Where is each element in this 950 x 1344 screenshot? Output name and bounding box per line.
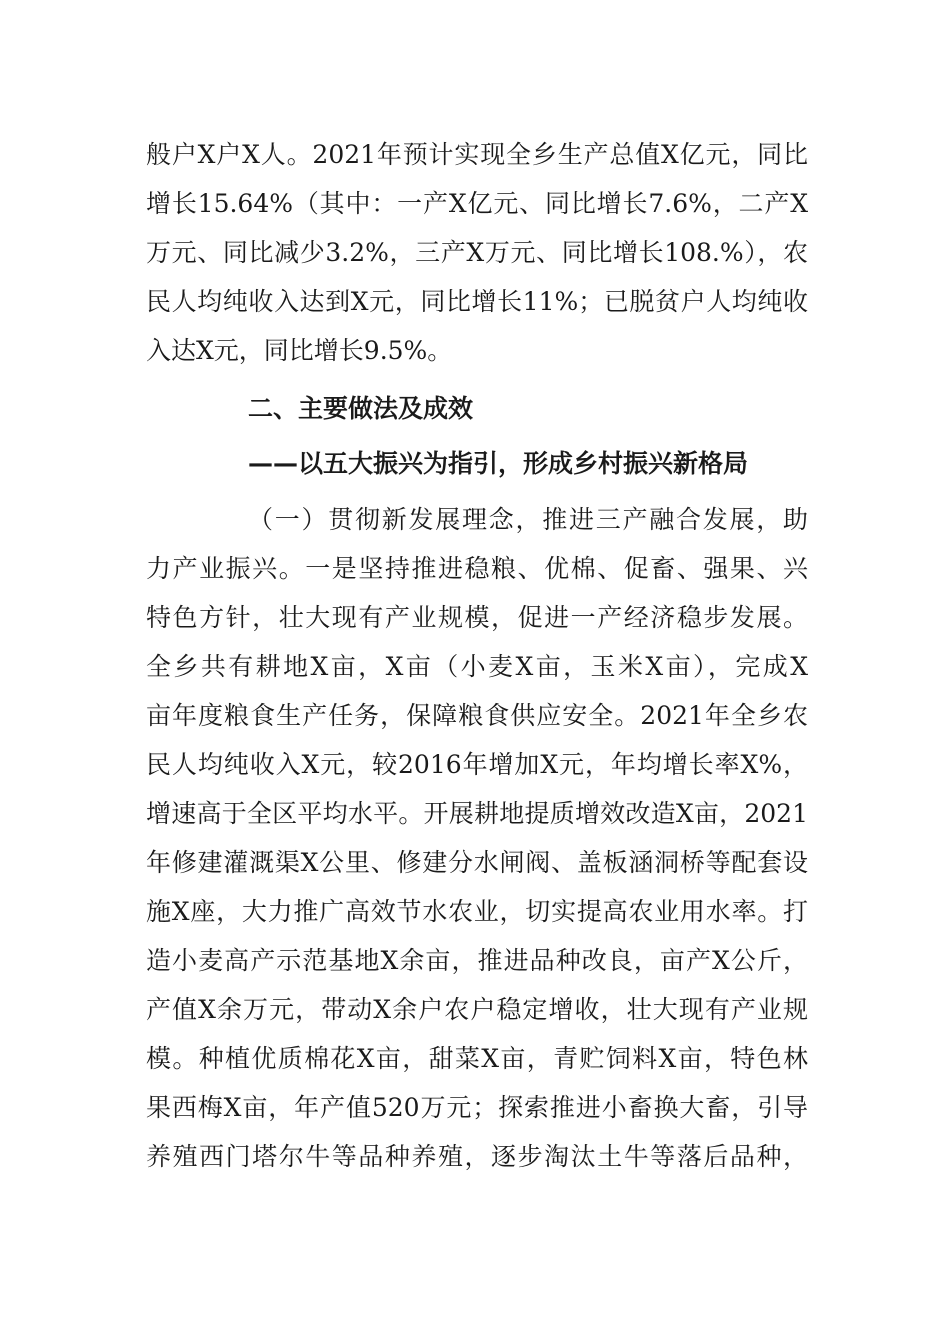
paragraph-line: 果西梅X亩，年产值520万元；探索推进小畜换大畜，引导 xyxy=(146,1093,808,1122)
intro-line: 增长15.64%（其中：一产X亿元、同比增长7.6%，二产X xyxy=(146,189,808,218)
section-heading: 二、主要做法及成效 xyxy=(248,394,474,423)
intro-line: 万元、同比减少3.2%，三产X万元、同比增长108.%），农 xyxy=(146,238,808,267)
paragraph-line: 造小麦高产示范基地X余亩，推进品种改良，亩产X公斤， xyxy=(146,946,808,975)
paragraph-line: 施X座，大力推广高效节水农业，切实提高农业用水率。打 xyxy=(146,897,808,926)
paragraph-first-line: （一）贯彻新发展理念，推进三产融合发展，助 xyxy=(248,505,808,534)
paragraph-line: 力产业振兴。一是坚持推进稳粮、优棉、促畜、强果、兴 xyxy=(146,554,808,583)
paragraph-line: 民人均纯收入X元，较2016年增加X元，年均增长率X%， xyxy=(146,750,808,779)
intro-line: 入达X元，同比增长9.5%。 xyxy=(146,336,453,365)
paragraph-line: 亩年度粮食生产任务，保障粮食供应安全。2021年全乡农 xyxy=(146,701,808,730)
paragraph-line: 全乡共有耕地X亩，X亩（小麦X亩，玉米X亩），完成X xyxy=(146,652,808,681)
section-subheading: ——以五大振兴为指引，形成乡村振兴新格局 xyxy=(248,449,749,478)
paragraph-line: 养殖西门塔尔牛等品种养殖，逐步淘汰土牛等落后品种， xyxy=(146,1142,808,1171)
paragraph-line: 增速高于全区平均水平。开展耕地提质增效改造X亩，2021 xyxy=(146,799,808,828)
paragraph-line: 特色方针，壮大现有产业规模，促进一产经济稳步发展。 xyxy=(146,603,808,632)
intro-line: 民人均纯收入达到X元，同比增长11%；已脱贫户人均纯收 xyxy=(146,287,808,316)
intro-line: 般户X户X人。2021年预计实现全乡生产总值X亿元，同比 xyxy=(146,140,808,169)
paragraph-line: 模。种植优质棉花X亩，甜菜X亩，青贮饲料X亩，特色林 xyxy=(146,1044,808,1073)
paragraph-line: 年修建灌溉渠X公里、修建分水闸阀、盖板涵洞桥等配套设 xyxy=(146,848,808,877)
paragraph-line: 产值X余万元，带动X余户农户稳定增收，壮大现有产业规 xyxy=(146,995,808,1024)
